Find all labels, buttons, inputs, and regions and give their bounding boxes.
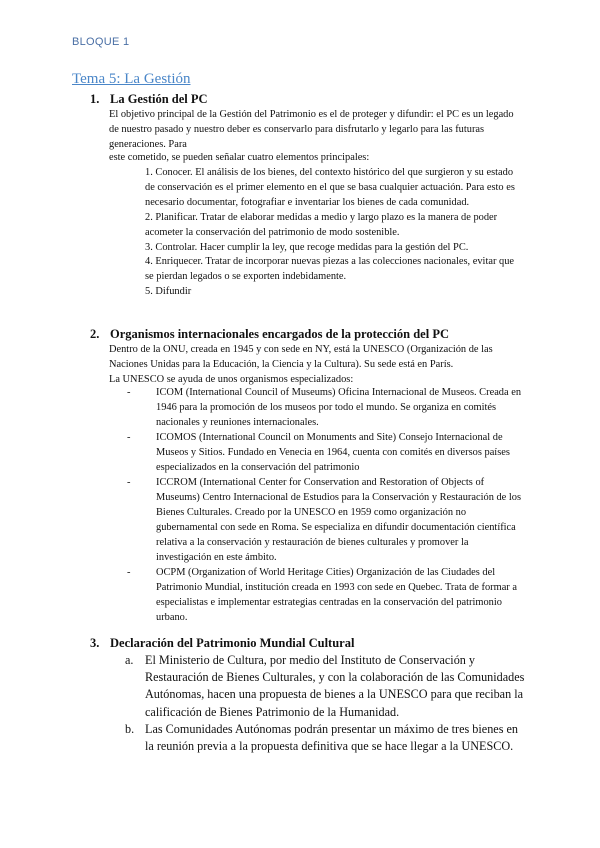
dash-bullet: - — [127, 387, 131, 398]
bloque-header: BLOQUE 1 — [72, 36, 130, 48]
section-1-heading — [90, 92, 208, 107]
section-1-intro — [109, 108, 521, 153]
list-item — [127, 566, 522, 626]
section-2-intro2-text: La UNESCO se ayuda de unos organismos especializados: — [109, 373, 354, 385]
list-item: 3. Controlar. Hacer cumplir la ley, que recoge medidas para la gestión del PC. — [145, 241, 469, 253]
org-icomos: ICOMOS (International Council on Monuments and Site) Consejo Internacional de Museos y Sitios. Fundado en Venecia en 1964, cuenta con comités en diversos países especializados en la conservación del patrimonio — [156, 432, 510, 473]
section-2-title: Organismos internacionales encargados de la protección del PC — [110, 327, 449, 341]
section-3-heading — [90, 636, 354, 651]
item-text: Las Comunidades Autónomas podrán presentar un máximo de tres bienes en la reunión previa a la propuesta definitiva que se hace llegar a la UNESCO. — [145, 721, 518, 754]
section-3-number: 3. — [90, 636, 100, 650]
list-item — [125, 721, 525, 755]
list-item — [127, 431, 522, 476]
section-1-number: 1. — [90, 92, 100, 106]
section-1-title: La Gestión del PC — [110, 92, 208, 106]
dash-bullet: - — [127, 567, 131, 579]
section-1-list — [145, 166, 523, 300]
dash-bullet: - — [127, 432, 131, 444]
list-item: 2. Planificar. Tratar de elaborar medidas a medio y largo plazo es la manera de poder acometer la conservación del patrimonio de modo sostenible. — [145, 211, 498, 238]
list-item — [127, 476, 522, 565]
list-item — [127, 386, 522, 431]
page-title: Tema 5: La Gestión — [72, 71, 191, 87]
section-3-title: Declaración del Patrimonio Mundial Cultural — [110, 636, 355, 650]
section-1-intro2 — [109, 151, 521, 166]
org-icom: ICOM (International Council of Museums) Oficina Internacional de Museos. Creada en 1946 para la promoción de los museos por todo el mundo. Se organiza en comités nacionales y reuniones internacionales. — [156, 387, 522, 428]
dash-bullet: - — [127, 477, 131, 489]
list-item: 1. Conocer. El análisis de los bienes, del contexto histórico del que surgieron y su estado de conservación es el primer elemento en el que se basa cualquier actuación. Para esto es necesario documentar, fotografiar e inventariar los bienes de cada comunidad. — [145, 167, 515, 208]
section-2-number: 2. — [90, 327, 100, 341]
item-label: b. — [125, 721, 135, 736]
org-ocpm: OCPM (Organization of World Heritage Cities) Organización de las Ciudades del Patrimonio Mundial, institución creada en 1993 con sede en Quebec. Trata de formar a especialistas e implementar estrategias centradas en la conservación del patrimonio urbano. — [156, 567, 517, 623]
section-3-list — [125, 652, 525, 755]
section-2-heading — [90, 327, 449, 342]
list-item — [125, 652, 525, 721]
section-1-intro-text: El objetivo principal de la Gestión del Patrimonio es el de proteger y difundir: el PC es un legado de nuestro pasado y nuestro deber es conservarlo para disfrutarlo y legarlo para las futuras generaciones. Para — [109, 109, 514, 150]
list-item: 4. Enriquecer. Tratar de incorporar nuevas piezas a las colecciones nacionales, evitar que se pierdan legados o se exporten indebidamente. — [145, 256, 515, 283]
org-iccrom: ICCROM (International Center for Conservation and Restoration of Objects of Museums) Centro Internacional de Estudios para la Conservación y Restauración de los Bienes Culturales. Creado por la UNESCO en 1959 como organización no gubernamental con sede en Roma. Se especializa en difundir documentación científica relativa a la conservación y restauración de bienes culturales y promover la investigación en este ámbito. — [156, 477, 522, 563]
item-text: El Ministerio de Cultura, por medio del Instituto de Conservación y Restauración de Bienes Culturales, y con la colaboración de las Comunidades Autónomas, hacen una propuesta de bienes a la UNESCO para que reciban la calificación de Bienes Patrimonio de la Humanidad. — [145, 653, 525, 719]
item-label: a. — [125, 653, 134, 667]
section-2-intro — [109, 343, 522, 388]
section-2-intro-text: Dentro de la ONU, creada en 1945 y con sede en NY, está la UNESCO (Organización de las Naciones Unidas para la Educación, la Ciencia y la Cultura). Su sede está en París. — [109, 344, 493, 370]
list-item: 5. Difundir — [145, 286, 192, 298]
organisms-list — [127, 386, 522, 626]
section-1-intro2-text: este cometido, se pueden señalar cuatro elementos principales: — [109, 152, 370, 163]
